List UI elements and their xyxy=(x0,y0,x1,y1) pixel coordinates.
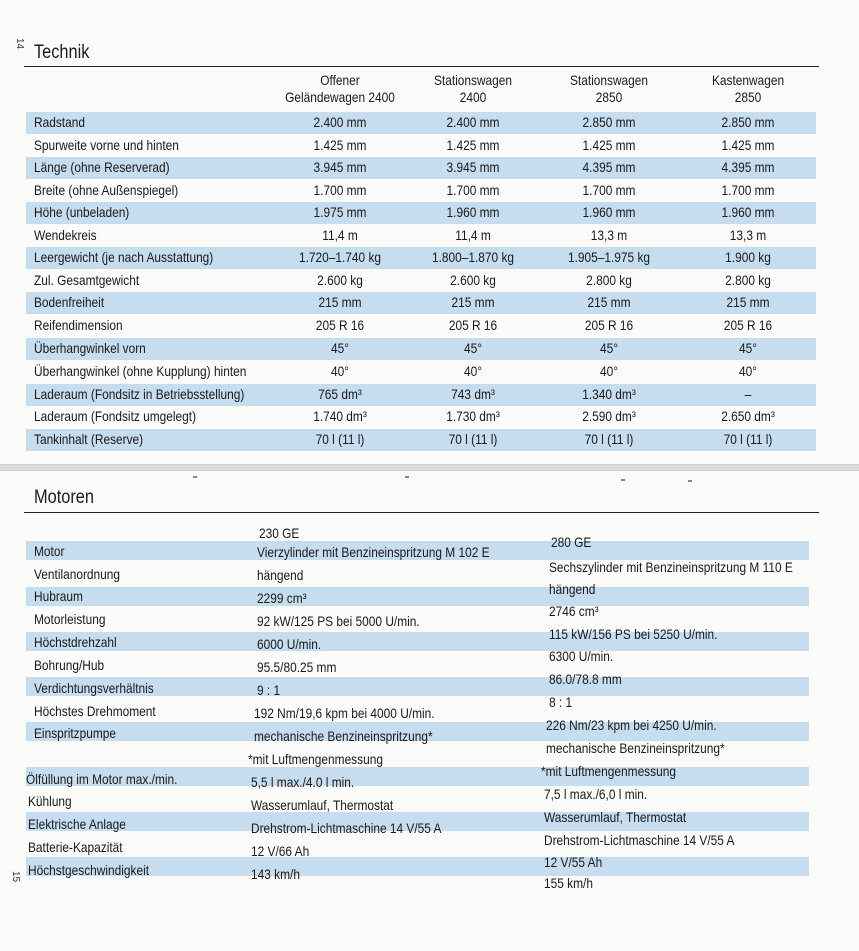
column-header-line2: 2400 xyxy=(459,89,487,105)
column-header-kastenwagen-2850 xyxy=(689,72,808,106)
table-row xyxy=(26,361,816,383)
row-label: Überhangwinkel (ohne Kupplung) hinten xyxy=(34,363,247,379)
spec-label: Motor xyxy=(34,543,65,559)
technik-rule xyxy=(24,66,819,67)
spec-value-230ge: hängend xyxy=(257,567,304,583)
cell-value: 11,4 m xyxy=(322,227,358,243)
column-header-stationswagen-2400 xyxy=(414,72,533,106)
cell-value: 1.425 mm xyxy=(582,137,636,153)
cell-value: 45° xyxy=(738,340,757,356)
motoren-heading: Motoren xyxy=(34,487,94,508)
cell-value: 1.740 dm³ xyxy=(313,408,367,424)
row-label: Reifendimension xyxy=(34,317,123,333)
column-header-line2: 2850 xyxy=(595,89,623,105)
column-header-line1: Offener xyxy=(320,72,360,88)
cell-value: 1.700 mm xyxy=(721,182,775,198)
spec-value-280ge: *mit Luftmengenmessung xyxy=(541,763,676,779)
spec-value-230ge: 143 km/h xyxy=(251,866,300,882)
cell-value: 40° xyxy=(463,363,482,379)
cell-value: 2.850 mm xyxy=(721,114,775,130)
spec-value-280ge: hängend xyxy=(549,581,596,597)
spec-value-230ge: 12 V/66 Ah xyxy=(251,843,310,859)
spec-value-280ge: 155 km/h xyxy=(544,875,593,891)
binding-mark xyxy=(688,480,692,482)
cell-value: 1.900 kg xyxy=(725,249,771,265)
cell-value: 1.975 mm xyxy=(313,204,367,220)
table-row xyxy=(26,292,816,314)
table-row xyxy=(26,315,816,337)
spec-value-280ge: 86.0/78.8 mm xyxy=(549,671,622,687)
cell-value: 40° xyxy=(599,363,618,379)
spec-value-230ge: *mit Luftmengenmessung xyxy=(248,751,383,767)
table-row xyxy=(26,270,816,292)
spec-label: Einspritzpumpe xyxy=(34,725,117,741)
cell-value: 45° xyxy=(599,340,618,356)
cell-value: 205 R 16 xyxy=(723,317,773,333)
cell-value: 205 R 16 xyxy=(584,317,634,333)
cell-value: 2.590 dm³ xyxy=(582,408,636,424)
column-header-line1: Kastenwagen xyxy=(711,72,785,88)
spec-value-230ge: 2299 cm³ xyxy=(257,590,307,606)
technik-page xyxy=(0,0,859,465)
table-row xyxy=(26,112,816,134)
spec-value-280ge: 8 : 1 xyxy=(549,694,573,710)
cell-value: 2.850 mm xyxy=(582,114,636,130)
cell-value: 1.730 dm³ xyxy=(446,408,500,424)
spec-value-280ge: 7,5 l max./6,0 l min. xyxy=(544,786,648,802)
row-label: Radstand xyxy=(34,114,85,130)
spec-value-280ge: Wasserumlauf, Thermostat xyxy=(544,809,687,825)
spec-label: Bohrung/Hub xyxy=(34,657,105,673)
row-label: Bodenfreiheit xyxy=(34,294,105,310)
spec-label: Höchstgeschwindigkeit xyxy=(28,862,150,878)
spec-label: Ventilanordnung xyxy=(34,566,121,582)
cell-value: 215 mm xyxy=(451,294,495,310)
row-label: Höhe (unbeladen) xyxy=(34,204,130,220)
cell-value: 1.960 mm xyxy=(721,204,775,220)
cell-value: 1.720–1.740 kg xyxy=(298,249,382,265)
cell-value: – xyxy=(744,386,752,402)
row-label: Überhangwinkel vorn xyxy=(34,340,146,356)
cell-value: 2.800 kg xyxy=(725,272,771,288)
spec-value-230ge: 6000 U/min. xyxy=(257,636,322,652)
technik-heading: Technik xyxy=(34,42,90,63)
table-row xyxy=(26,157,816,179)
cell-value: 1.700 mm xyxy=(313,182,367,198)
cell-value: 45° xyxy=(330,340,349,356)
cell-value: 205 R 16 xyxy=(448,317,498,333)
cell-value: 2.800 kg xyxy=(586,272,632,288)
cell-value: 2.400 mm xyxy=(446,114,500,130)
spec-label: Kühlung xyxy=(28,793,72,809)
spec-value-280ge: 12 V/55 Ah xyxy=(544,854,603,870)
spec-value-280ge: Sechszylinder mit Benzineinspritzung M 110 E xyxy=(549,559,793,575)
cell-value: 40° xyxy=(330,363,349,379)
row-label: Zul. Gesamtgewicht xyxy=(34,272,140,288)
row-band xyxy=(26,587,809,606)
row-label: Länge (ohne Reserverad) xyxy=(34,159,170,175)
binding-mark xyxy=(193,476,197,478)
cell-value: 2.400 mm xyxy=(313,114,367,130)
cell-value: 70 l (11 l) xyxy=(723,431,773,447)
engine-name-280ge: 280 GE xyxy=(551,534,592,550)
table-row xyxy=(26,406,816,428)
table-row xyxy=(26,247,816,269)
cell-value: 215 mm xyxy=(318,294,362,310)
motoren-rule xyxy=(24,512,819,513)
cell-value: 2.600 kg xyxy=(317,272,363,288)
spec-label: Höchstes Drehmoment xyxy=(34,703,156,719)
cell-value: 13,3 m xyxy=(590,227,628,243)
cell-value: 45° xyxy=(463,340,482,356)
spec-value-280ge: 226 Nm/23 kpm bei 4250 U/min. xyxy=(546,717,717,733)
spec-label: Elektrische Anlage xyxy=(28,816,126,832)
spec-value-230ge: Vierzylinder mit Benzineinspritzung M 102 E xyxy=(257,544,490,560)
spec-label: Verdichtungsverhältnis xyxy=(34,680,154,696)
column-header-stationswagen-2850 xyxy=(550,72,669,106)
spec-label: Ölfüllung im Motor max./min. xyxy=(26,771,178,787)
spec-value-230ge: 192 Nm/19,6 kpm bei 4000 U/min. xyxy=(254,705,435,721)
spec-value-280ge: Drehstrom-Lichtmaschine 14 V/55 A xyxy=(544,832,735,848)
binding-mark xyxy=(621,479,625,481)
cell-value: 1.905–1.975 kg xyxy=(567,249,651,265)
row-label: Laderaum (Fondsitz in Betriebsstellung) xyxy=(34,386,245,402)
spec-label: Hubraum xyxy=(34,588,83,604)
spec-label: Batterie-Kapazität xyxy=(28,839,123,855)
table-row xyxy=(26,180,816,202)
cell-value: 1.425 mm xyxy=(721,137,775,153)
table-row xyxy=(26,135,816,157)
cell-value: 1.700 mm xyxy=(582,182,636,198)
column-header-line2: Geländewagen 2400 xyxy=(285,89,395,105)
cell-value: 1.425 mm xyxy=(446,137,500,153)
table-row xyxy=(26,202,816,224)
spec-value-280ge: 2746 cm³ xyxy=(549,603,599,619)
cell-value: 70 l (11 l) xyxy=(315,431,365,447)
spec-value-230ge: Drehstrom-Lichtmaschine 14 V/55 A xyxy=(251,820,442,836)
row-label: Tankinhalt (Reserve) xyxy=(34,431,144,447)
column-header-line1: Stationswagen xyxy=(569,72,649,88)
spec-value-230ge: 95.5/80.25 mm xyxy=(257,659,337,675)
spec-value-230ge: mechanische Benzineinspritzung* xyxy=(254,728,433,744)
spec-value-230ge: Wasserumlauf, Thermostat xyxy=(251,797,394,813)
table-row xyxy=(26,338,816,360)
page-number-top: 14 xyxy=(14,37,26,50)
row-label: Wendekreis xyxy=(34,227,97,243)
cell-value: 215 mm xyxy=(587,294,631,310)
cell-value: 70 l (11 l) xyxy=(448,431,498,447)
row-label: Laderaum (Fondsitz umgelegt) xyxy=(34,408,197,424)
spec-value-280ge: 6300 U/min. xyxy=(549,648,614,664)
table-row xyxy=(26,429,816,451)
cell-value: 1.960 mm xyxy=(446,204,500,220)
cell-value: 3.945 mm xyxy=(313,159,367,175)
cell-value: 1.340 dm³ xyxy=(582,386,636,402)
cell-value: 1.960 mm xyxy=(582,204,636,220)
cell-value: 40° xyxy=(738,363,757,379)
column-header-line2: 2850 xyxy=(734,89,762,105)
cell-value: 4.395 mm xyxy=(721,159,775,175)
cell-value: 13,3 m xyxy=(729,227,767,243)
table-row xyxy=(26,225,816,247)
cell-value: 11,4 m xyxy=(455,227,491,243)
binding-mark xyxy=(405,476,409,478)
cell-value: 765 dm³ xyxy=(318,386,362,402)
cell-value: 1.700 mm xyxy=(446,182,500,198)
engine-name-230ge: 230 GE xyxy=(259,525,300,541)
page-number-bottom: 15 xyxy=(10,870,22,883)
motoren-page xyxy=(0,470,859,951)
row-label: Leergewicht (je nach Ausstattung) xyxy=(34,249,214,265)
column-header-offener xyxy=(281,72,400,106)
cell-value: 743 dm³ xyxy=(451,386,495,402)
column-header-line1: Stationswagen xyxy=(433,72,513,88)
spec-value-280ge: mechanische Benzineinspritzung* xyxy=(546,740,725,756)
spec-value-230ge: 9 : 1 xyxy=(257,682,281,698)
cell-value: 215 mm xyxy=(726,294,770,310)
spec-label: Höchstdrehzahl xyxy=(34,634,117,650)
spec-label: Motorleistung xyxy=(34,611,106,627)
row-label: Breite (ohne Außenspiegel) xyxy=(34,182,179,198)
cell-value: 2.650 dm³ xyxy=(721,408,775,424)
spec-value-230ge: 92 kW/125 PS bei 5000 U/min. xyxy=(257,613,420,629)
cell-value: 70 l (11 l) xyxy=(584,431,634,447)
cell-value: 3.945 mm xyxy=(446,159,500,175)
cell-value: 2.600 kg xyxy=(450,272,496,288)
cell-value: 4.395 mm xyxy=(582,159,636,175)
spec-value-230ge: 5,5 l max./4.0 l min. xyxy=(251,774,355,790)
row-label: Spurweite vorne und hinten xyxy=(34,137,179,153)
cell-value: 1.800–1.870 kg xyxy=(431,249,515,265)
cell-value: 205 R 16 xyxy=(315,317,365,333)
cell-value: 1.425 mm xyxy=(313,137,367,153)
spec-value-280ge: 115 kW/156 PS bei 5250 U/min. xyxy=(549,626,718,642)
table-row xyxy=(26,384,816,406)
